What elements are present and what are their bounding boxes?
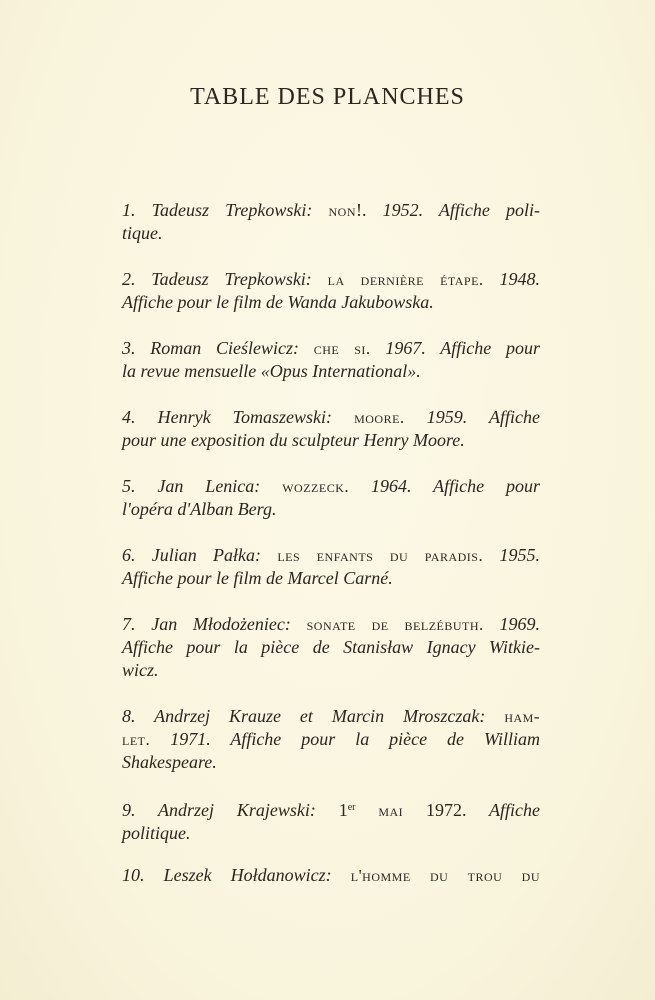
plate-entry-9 (122, 796, 540, 845)
poster-title: ham- (504, 707, 540, 726)
plate-entry-10 (122, 864, 540, 887)
artist-name: 7. Jan Młodożeniec: (122, 614, 291, 634)
entry-line: politique. (122, 823, 191, 843)
poster-title: let. (122, 730, 151, 749)
entry-description: 1969. (499, 614, 540, 634)
entry-line (122, 337, 540, 360)
poster-title: moore. (354, 408, 405, 427)
entry-line: Affiche pour le film de Wanda Jakubowska. (122, 292, 434, 312)
plate-entry-3 (122, 337, 540, 383)
plate-entry-6 (122, 544, 540, 590)
artist-name: 8. Andrzej Krauze et Marcin Mroszczak: (122, 706, 486, 726)
plate-entry-1 (122, 199, 540, 245)
artist-name: 3. Roman Cieślewicz: (122, 338, 299, 358)
poster-title (339, 800, 403, 820)
entry-line: pour une exposition du sculpteur Henry Moore. (122, 430, 465, 450)
entry-line: tique. (122, 223, 163, 243)
poster-title-punct: !. (356, 200, 367, 220)
poster-title: wozzeck. (282, 477, 350, 496)
entry-description: 1971. Affiche pour la pièce de William (170, 729, 541, 749)
entry-line (122, 796, 540, 822)
plate-entry-5 (122, 475, 540, 521)
artist-name: 2. Tadeusz Trepkowski: (122, 269, 312, 289)
plate-entry-4 (122, 406, 540, 452)
entry-line (122, 199, 540, 222)
entry-description: 1952. Affiche poli- (382, 200, 540, 220)
month-name: mai (378, 801, 404, 820)
entry-line (122, 268, 540, 291)
entry-line (122, 475, 540, 498)
entry-line (122, 705, 540, 728)
entry-description: 1959. Affiche (426, 407, 541, 427)
entry-line: Shakespeare. (122, 752, 217, 772)
entry-description: 1948. (499, 269, 540, 289)
entry-line (122, 613, 540, 636)
day-number: 1 (338, 800, 348, 820)
entry-line: Affiche pour le film de Marcel Carné. (122, 568, 393, 588)
plate-entry-2 (122, 268, 540, 314)
entry-description: 1964. Affiche pour (371, 476, 541, 496)
poster-year: 1972. (426, 800, 467, 820)
poster-title: l'homme du trou du (350, 866, 541, 885)
entry-description: 1967. Affiche pour (385, 338, 541, 358)
poster-title: les enfants du paradis. (277, 546, 484, 565)
artist-name: 4. Henryk Tomaszewski: (122, 407, 332, 427)
artist-name: 6. Julian Pałka: (122, 545, 262, 565)
entry-line (122, 864, 540, 887)
artist-name: 9. Andrzej Krajewski: (122, 800, 316, 820)
entry-line (122, 406, 540, 429)
entry-line (122, 728, 540, 751)
poster-title: la dernière étape. (327, 270, 484, 289)
artist-name: 10. Leszek Hołdanowicz: (122, 865, 332, 885)
artist-name: 1. Tadeusz Trepkowski: (122, 200, 313, 220)
entry-line: Affiche pour la pièce de Stanisław Ignacy Witkie- (122, 637, 540, 657)
poster-title: sonate de belzébuth. (306, 615, 484, 634)
entry-line: wicz. (122, 660, 159, 680)
entry-description: Affiche (489, 800, 540, 820)
entry-description: 1955. (499, 545, 541, 565)
poster-title: che si. (313, 339, 371, 358)
entry-line (122, 544, 540, 567)
plate-entry-8 (122, 705, 540, 774)
page-title: TABLE DES PLANCHES (190, 84, 465, 110)
entry-line: l'opéra d'Alban Berg. (122, 499, 277, 519)
artist-name: 5. Jan Lenica: (122, 476, 261, 496)
plate-entry-7 (122, 613, 540, 682)
entry-line: la revue mensuelle «Opus International». (122, 361, 421, 381)
ordinal-superscript: er (347, 802, 356, 813)
poster-title: non (328, 201, 357, 220)
